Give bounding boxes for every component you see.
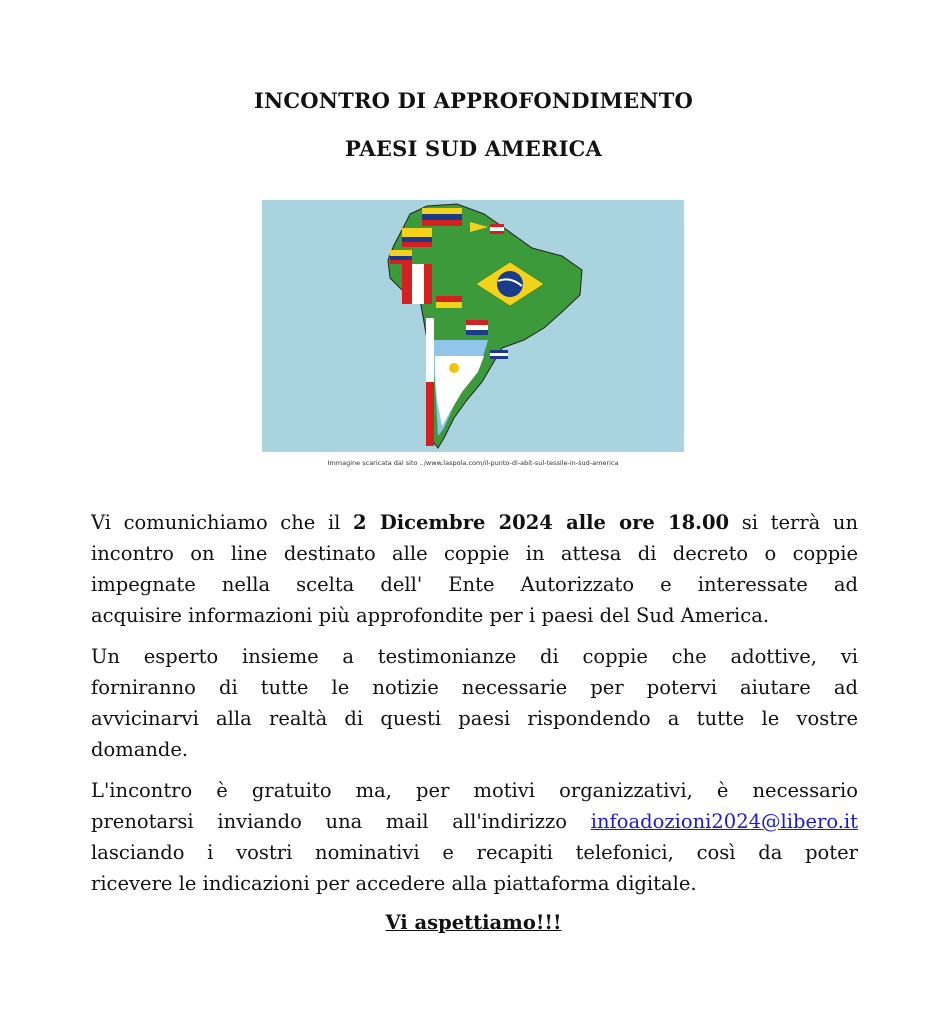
image-caption: Immagine scaricata dal sito ../www.laspola.com/il-punto-di-abit-sul-tessile-in-sud-america bbox=[327, 459, 619, 467]
p3-line-2 bbox=[91, 806, 858, 837]
south-america-flags-map-image bbox=[262, 200, 684, 452]
p2-line-4: domande. bbox=[91, 738, 189, 761]
paragraph-3 bbox=[91, 775, 858, 899]
paragraph-1 bbox=[91, 507, 858, 631]
paragraph-2 bbox=[91, 641, 858, 765]
south-america-map-icon bbox=[262, 200, 684, 452]
p2-line-2: forniranno di tutte le notizie necessarie per potervi aiutare ad bbox=[91, 676, 858, 699]
event-date-time: 2 Dicembre 2024 alle ore 18.00 bbox=[353, 511, 730, 534]
p2-line-1: Un esperto insieme a testimonianze di coppie che adottive, vi bbox=[91, 645, 858, 668]
p3-line-2-text: prenotarsi inviando una mail all'indirizzo bbox=[91, 810, 591, 833]
p2-line-3: avvicinarvi alla realtà di questi paesi rispondendo a tutte le vostre bbox=[91, 707, 858, 730]
title-line-2: PAESI SUD AMERICA bbox=[344, 136, 603, 161]
p1-line-1-text-a: Vi comunichiamo che il bbox=[91, 511, 354, 534]
closing-line: Vi aspettiamo!!! bbox=[385, 911, 562, 934]
p1-line-4: acquisire informazioni più approfondite per i paesi del Sud America. bbox=[91, 604, 770, 627]
p1-line-3: impegnate nella scelta dell' Ente Autorizzato e interessate ad bbox=[91, 573, 858, 596]
p3-line-3: lasciando i vostri nominativi e recapiti telefonici, così da poter bbox=[91, 841, 858, 864]
p1-line-1-text-b: si terrà un bbox=[729, 511, 859, 534]
title-line-1: INCONTRO DI APPROFONDIMENTO bbox=[253, 88, 694, 113]
p1-line-2: incontro on line destinato alle coppie in attesa di decreto o coppie bbox=[91, 542, 858, 565]
email-link[interactable]: infoadozioni2024@libero.it bbox=[590, 810, 858, 833]
p3-line-4: ricevere le indicazioni per accedere alla piattaforma digitale. bbox=[91, 872, 697, 895]
p1-line-1 bbox=[91, 507, 858, 538]
p3-line-1: L'incontro è gratuito ma, per motivi organizzativi, è necessario bbox=[91, 779, 858, 802]
